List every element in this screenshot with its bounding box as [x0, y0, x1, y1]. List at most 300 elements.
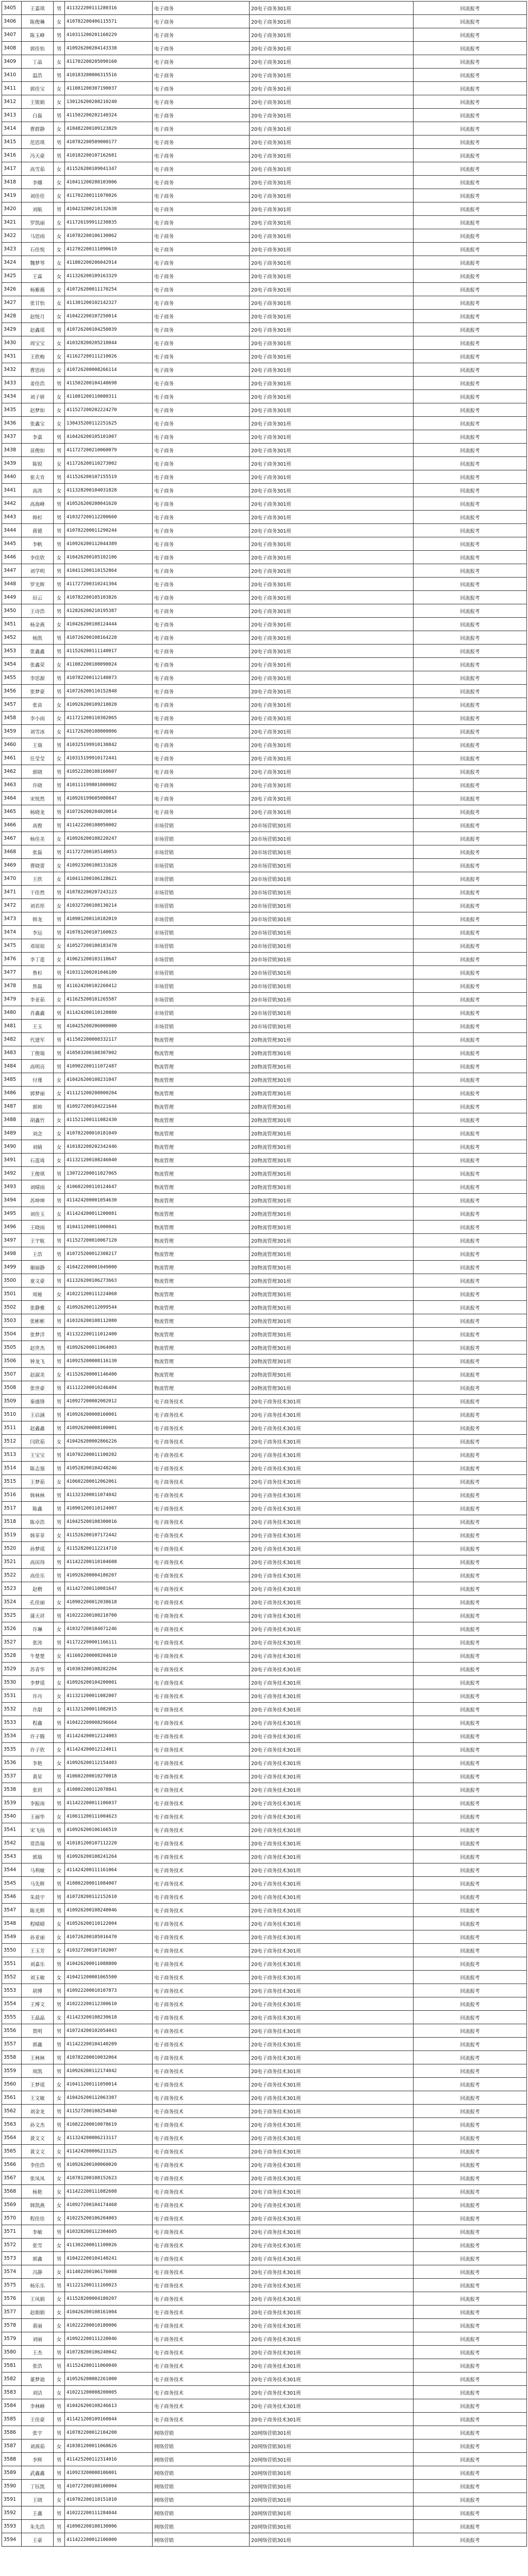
table-row	[2, 738, 527, 752]
cell-class: 20电子商务技术301班	[250, 1569, 414, 1582]
cell-status: 回流报考	[414, 390, 527, 403]
cell-class: 20电子商务技术301班	[250, 1756, 414, 1770]
cell-class: 20电子商务301班	[250, 698, 414, 711]
cell-number: 3454	[2, 658, 22, 671]
cell-id-number: 411082200108090024	[65, 658, 153, 671]
cell-number: 3434	[2, 390, 22, 403]
cell-status: 回流报考	[414, 497, 527, 511]
cell-name: 马先辉	[22, 1877, 54, 1890]
cell-gender: 男	[54, 645, 65, 658]
cell-id-number: 411424200011200081	[65, 1207, 153, 1221]
cell-major: 电子商务技术	[153, 1756, 250, 1770]
cell-gender: 女	[54, 872, 65, 886]
cell-status: 回流报考	[414, 1957, 527, 1971]
table-row	[2, 591, 527, 604]
cell-id-number: 411727200105140053	[65, 845, 153, 859]
cell-status: 回流报考	[414, 484, 527, 497]
table-row	[2, 1837, 527, 1850]
cell-name: 赵悦月	[22, 310, 54, 323]
cell-class: 20电子商务技术301班	[250, 1863, 414, 1877]
cell-major: 网络营销	[153, 2466, 250, 2480]
cell-gender: 女	[54, 1944, 65, 1957]
cell-class: 20电子商务301班	[250, 578, 414, 591]
cell-number: 3556	[2, 2024, 22, 2038]
cell-gender: 女	[54, 229, 65, 243]
cell-major: 电子商务技术	[153, 2319, 250, 2332]
cell-id-number: 410222200112300610	[65, 1997, 153, 2011]
cell-class: 20电子商务技术301班	[250, 1971, 414, 1984]
cell-name: 王宝宝	[22, 1448, 54, 1462]
cell-gender: 女	[54, 2198, 65, 2212]
cell-name: 张凤凤	[22, 2172, 54, 2185]
cell-id-number: 412826200210195387	[65, 604, 153, 618]
cell-status: 回流报考	[414, 82, 527, 95]
cell-major: 电子商务	[153, 283, 250, 296]
cell-gender: 男	[54, 1100, 65, 1113]
cell-status: 回流报考	[414, 725, 527, 738]
cell-id-number: 410782200112140073	[65, 671, 153, 685]
cell-gender: 男	[54, 1421, 65, 1435]
cell-major: 物流管理	[153, 1234, 250, 1247]
cell-gender: 女	[54, 899, 65, 912]
cell-class: 20电子商务301班	[250, 350, 414, 363]
cell-class: 20电子商务技术301班	[250, 1542, 414, 1555]
cell-name: 李丁莲	[22, 953, 54, 966]
cell-class: 20电子商务技术301班	[250, 2225, 414, 2239]
table-row	[2, 1730, 527, 1743]
cell-status: 回流报考	[414, 953, 527, 966]
cell-name: 宋悦然	[22, 792, 54, 805]
cell-status: 回流报考	[414, 511, 527, 524]
cell-name: 李敏	[22, 2225, 54, 2239]
cell-major: 电子商务技术	[153, 1636, 250, 1649]
cell-gender: 女	[54, 1971, 65, 1984]
cell-number: 3477	[2, 966, 22, 979]
cell-id-number: 410426200108124444	[65, 618, 153, 631]
cell-gender: 男	[54, 1247, 65, 1261]
table-row	[2, 1569, 527, 1582]
cell-id-number: 410902200111072487	[65, 1060, 153, 1073]
cell-gender: 女	[54, 725, 65, 738]
cell-status: 回流报考	[414, 2118, 527, 2131]
cell-name: 崔夫肯	[22, 470, 54, 484]
cell-name: 陈俊琳	[22, 15, 54, 28]
cell-class: 20物流管理301班	[250, 1247, 414, 1261]
cell-number: 3421	[2, 216, 22, 229]
cell-status: 回流报考	[414, 1046, 527, 1060]
cell-id-number: 410926200106166519	[65, 1823, 153, 1837]
cell-name: 高雪茹	[22, 162, 54, 176]
cell-name: 郭晓	[22, 765, 54, 778]
cell-status: 回流报考	[414, 2051, 527, 2064]
cell-name: 刘金龙	[22, 2105, 54, 2118]
cell-number: 3538	[2, 1783, 22, 1797]
cell-class: 20电子商务301班	[250, 95, 414, 109]
cell-status: 回流报考	[414, 1904, 527, 1917]
cell-status: 回流报考	[414, 711, 527, 725]
cell-major: 电子商务	[153, 658, 250, 671]
cell-id-number: 410782200207243123	[65, 886, 153, 899]
cell-gender: 女	[54, 591, 65, 604]
cell-name: 许子欣	[22, 1743, 54, 1756]
cell-major: 电子商务技术	[153, 1515, 250, 1529]
table-row	[2, 2279, 527, 2292]
cell-name: 陈光辉	[22, 1904, 54, 1917]
table-row	[2, 537, 527, 551]
cell-class: 20电子商务技术301班	[250, 1502, 414, 1515]
cell-number: 3440	[2, 470, 22, 484]
table-row	[2, 310, 527, 323]
cell-id-number: 411422200011106037	[65, 1797, 153, 1810]
cell-id-number: 410526200110122004	[65, 1917, 153, 1930]
table-row	[2, 1207, 527, 1221]
cell-number: 3435	[2, 403, 22, 417]
cell-name: 王玉芳	[22, 1944, 54, 1957]
cell-status: 回流报考	[414, 698, 527, 711]
cell-status: 回流报考	[414, 2493, 527, 2506]
cell-status: 回流报考	[414, 2306, 527, 2319]
table-row	[2, 1797, 527, 1810]
cell-class: 20物流管理301班	[250, 1287, 414, 1301]
cell-status: 回流报考	[414, 993, 527, 1006]
cell-number: 3519	[2, 1529, 22, 1542]
cell-major: 电子商务	[153, 765, 250, 778]
table-row	[2, 2, 527, 15]
cell-number: 3481	[2, 1020, 22, 1033]
cell-name: 刘嘉乐	[22, 1957, 54, 1971]
cell-number: 3408	[2, 42, 22, 55]
cell-gender: 男	[54, 1904, 65, 1917]
cell-number: 3587	[2, 2439, 22, 2453]
cell-id-number: 410423200210132638	[65, 202, 153, 216]
cell-status: 回流报考	[414, 1234, 527, 1247]
cell-status: 回流报考	[414, 1475, 527, 1488]
cell-gender: 女	[54, 752, 65, 765]
cell-major: 电子商务技术	[153, 1596, 250, 1609]
table-row	[2, 283, 527, 296]
cell-id-number: 410411200111050014	[65, 2078, 153, 2091]
cell-number: 3418	[2, 176, 22, 189]
cell-number: 3426	[2, 283, 22, 296]
cell-name: 苏坤坤	[22, 1194, 54, 1207]
cell-major: 物流管理	[153, 1368, 250, 1381]
cell-number: 3462	[2, 765, 22, 778]
cell-status: 回流报考	[414, 1462, 527, 1475]
cell-status: 回流报考	[414, 122, 527, 135]
cell-number: 3573	[2, 2252, 22, 2265]
cell-major: 电子商务技术	[153, 1582, 250, 1596]
cell-major: 物流管理	[153, 1207, 250, 1221]
cell-number: 3579	[2, 2332, 22, 2346]
cell-class: 20电子商务301班	[250, 403, 414, 417]
cell-major: 电子商务	[153, 537, 250, 551]
cell-class: 20电子商务技术301班	[250, 2198, 414, 2212]
cell-number: 3459	[2, 725, 22, 738]
cell-status: 回流报考	[414, 1837, 527, 1850]
cell-status: 回流报考	[414, 243, 527, 256]
cell-class: 20电子商务技术301班	[250, 1488, 414, 1502]
cell-status: 回流报考	[414, 2372, 527, 2386]
cell-id-number: 410902200012038618	[65, 1596, 153, 1609]
table-row	[2, 1582, 527, 1596]
table-row	[2, 1596, 527, 1609]
table-row	[2, 2493, 527, 2506]
cell-status: 回流报考	[414, 2533, 527, 2547]
cell-name: 朱先浩	[22, 2520, 54, 2533]
cell-gender: 男	[54, 1730, 65, 1743]
cell-number: 3551	[2, 1957, 22, 1971]
table-row	[2, 2306, 527, 2319]
table-row	[2, 966, 527, 979]
cell-major: 市场营销	[153, 926, 250, 939]
cell-class: 20电子商务301班	[250, 537, 414, 551]
cell-name: 张梦豪	[22, 685, 54, 698]
cell-class: 20电子商务技术301班	[250, 1997, 414, 2011]
cell-class: 20电子商务301班	[250, 176, 414, 189]
cell-name: 赵鑫鑫	[22, 1421, 54, 1435]
cell-number: 3506	[2, 1354, 22, 1368]
cell-name: 高海峰	[22, 497, 54, 511]
cell-name: 王欣梅	[22, 350, 54, 363]
cell-gender: 女	[54, 1207, 65, 1221]
cell-status: 回流报考	[414, 2038, 527, 2051]
cell-major: 电子商务技术	[153, 2172, 250, 2185]
cell-id-number: 410326200108112080	[65, 1314, 153, 1328]
cell-id-number: 411424200110120880	[65, 1006, 153, 1020]
cell-major: 电子商务技术	[153, 1462, 250, 1475]
cell-major: 物流管理	[153, 1274, 250, 1287]
cell-status: 回流报考	[414, 618, 527, 631]
cell-id-number: 410482200109123829	[65, 122, 153, 135]
cell-name: 王银娟	[22, 95, 54, 109]
table-row	[2, 1180, 527, 1194]
cell-name: 郭鑫	[22, 2038, 54, 2051]
cell-gender: 女	[54, 2319, 65, 2332]
cell-status: 回流报考	[414, 2158, 527, 2172]
cell-major: 电子商务技术	[153, 1716, 250, 1730]
cell-gender: 女	[54, 2078, 65, 2091]
cell-major: 电子商务技术	[153, 1395, 250, 1408]
table-row	[2, 645, 527, 658]
cell-number: 3483	[2, 1046, 22, 1060]
cell-name: 王玉	[22, 1020, 54, 1033]
cell-class: 20电子商务技术301班	[250, 2172, 414, 2185]
cell-number: 3488	[2, 1113, 22, 1127]
cell-gender: 女	[54, 2292, 65, 2306]
cell-major: 物流管理	[153, 1167, 250, 1180]
cell-class: 20电子商务技术301班	[250, 2306, 414, 2319]
table-row	[2, 69, 527, 82]
table-row	[2, 42, 527, 55]
cell-number: 3533	[2, 1716, 22, 1730]
cell-number: 3536	[2, 1756, 22, 1770]
cell-id-number: 411726200110273002	[65, 457, 153, 470]
table-row	[2, 2105, 527, 2118]
cell-status: 回流报考	[414, 1488, 527, 1502]
cell-id-number: 411427200110081647	[65, 1582, 153, 1596]
table-row	[2, 1904, 527, 1917]
cell-gender: 女	[54, 551, 65, 564]
cell-name: 郭佳怡	[22, 42, 54, 55]
cell-id-number: 411221200111160023	[65, 2279, 153, 2292]
table-row	[2, 1341, 527, 1354]
cell-number: 3549	[2, 1930, 22, 1944]
cell-major: 电子商务	[153, 805, 250, 819]
cell-gender: 女	[54, 1435, 65, 1448]
cell-class: 20电子商务技术301班	[250, 2292, 414, 2306]
cell-id-number: 410528200104248246	[65, 1462, 153, 1475]
table-row	[2, 2413, 527, 2426]
cell-gender: 女	[54, 859, 65, 872]
cell-class: 20电子商务301班	[250, 243, 414, 256]
cell-class: 20电子商务技术301班	[250, 2239, 414, 2252]
table-row	[2, 1850, 527, 1863]
cell-number: 3457	[2, 698, 22, 711]
cell-number: 3569	[2, 2198, 22, 2212]
cell-name: 王瑞	[22, 738, 54, 752]
cell-class: 20电子商务技术301班	[250, 1703, 414, 1716]
cell-name: 王博文	[22, 1997, 54, 2011]
cell-name: 任莹莹	[22, 752, 54, 765]
cell-name: 高田玮	[22, 1555, 54, 1569]
cell-gender: 男	[54, 1823, 65, 1837]
cell-class: 20物流管理301班	[250, 1180, 414, 1194]
cell-number: 3467	[2, 832, 22, 845]
cell-gender: 女	[54, 1810, 65, 1823]
cell-number: 3591	[2, 2493, 22, 2506]
cell-id-number: 410926200008100001	[65, 1421, 153, 1435]
table-row	[2, 1113, 527, 1127]
cell-status: 回流报考	[414, 95, 527, 109]
table-row	[2, 2520, 527, 2533]
cell-status: 回流报考	[414, 899, 527, 912]
cell-name: 胡鑫竹	[22, 1113, 54, 1127]
table-row	[2, 2051, 527, 2064]
cell-major: 市场营销	[153, 859, 250, 872]
cell-name: 王佳豪	[22, 2413, 54, 2426]
cell-gender: 男	[54, 149, 65, 162]
cell-name: 刘若彤	[22, 899, 54, 912]
cell-status: 回流报考	[414, 886, 527, 899]
table-row	[2, 1636, 527, 1649]
cell-major: 网络营销	[153, 2533, 250, 2547]
cell-id-number: 410315199910172441	[65, 752, 153, 765]
cell-id-number: 410727200108100004	[65, 2480, 153, 2493]
cell-gender: 女	[54, 2172, 65, 2185]
cell-id-number: 411424200012124011	[65, 1743, 153, 1756]
cell-gender: 男	[54, 2, 65, 15]
cell-class: 20电子商务技术301班	[250, 1529, 414, 1542]
cell-gender: 男	[54, 444, 65, 457]
cell-class: 20电子商务301班	[250, 229, 414, 243]
cell-major: 电子商务	[153, 698, 250, 711]
cell-status: 回流报考	[414, 564, 527, 578]
cell-status: 回流报考	[414, 1997, 527, 2011]
table-row	[2, 752, 527, 765]
cell-status: 回流报考	[414, 2332, 527, 2346]
cell-number: 3433	[2, 377, 22, 390]
cell-major: 电子商务技术	[153, 2198, 250, 2212]
cell-gender: 男	[54, 2158, 65, 2172]
cell-gender: 女	[54, 15, 65, 28]
cell-class: 20电子商务301班	[250, 470, 414, 484]
cell-major: 电子商务技术	[153, 1542, 250, 1555]
cell-id-number: 410782200010181049	[65, 1127, 153, 1140]
cell-gender: 男	[54, 470, 65, 484]
cell-class: 20电子商务技术301班	[250, 2413, 414, 2426]
cell-major: 电子商务	[153, 350, 250, 363]
cell-name: 高明亮	[22, 1060, 54, 1073]
table-row	[2, 2506, 527, 2520]
cell-name: 刘丽	[22, 2332, 54, 2346]
cell-status: 回流报考	[414, 1770, 527, 1783]
cell-number: 3511	[2, 1421, 22, 1435]
table-row	[2, 444, 527, 457]
cell-major: 电子商务	[153, 591, 250, 604]
cell-name: 鲁杉	[22, 966, 54, 979]
cell-gender: 女	[54, 698, 65, 711]
cell-name: 张鑫荣	[22, 658, 54, 671]
cell-major: 电子商务技术	[153, 2399, 250, 2413]
cell-name: 许琳	[22, 1622, 54, 1636]
cell-gender: 女	[54, 417, 65, 430]
table-row	[2, 1917, 527, 1930]
cell-class: 20电子商务技术301班	[250, 1475, 414, 1488]
cell-id-number: 410726200008266114	[65, 363, 153, 377]
cell-major: 电子商务	[153, 69, 250, 82]
cell-name: 董梦迪	[22, 2372, 54, 2386]
cell-name: 郭鑫	[22, 2252, 54, 2265]
table-row	[2, 1448, 527, 1462]
cell-status: 回流报考	[414, 109, 527, 122]
cell-id-number: 410327200112200660	[65, 511, 153, 524]
cell-gender: 女	[54, 1368, 65, 1381]
cell-class: 20电子商务301班	[250, 323, 414, 336]
table-row	[2, 1234, 527, 1247]
cell-id-number: 411121200208000204	[65, 1087, 153, 1100]
cell-major: 电子商务技术	[153, 2252, 250, 2265]
cell-status: 回流报考	[414, 859, 527, 872]
cell-gender: 男	[54, 1354, 65, 1368]
cell-number: 3502	[2, 1301, 22, 1314]
cell-id-number: 410926200104200001	[65, 1676, 153, 1689]
cell-status: 回流报考	[414, 1341, 527, 1354]
cell-status: 回流报考	[414, 832, 527, 845]
cell-class: 20电子商务技术301班	[250, 2024, 414, 2038]
cell-status: 回流报考	[414, 1113, 527, 1127]
cell-major: 网络营销	[153, 2453, 250, 2466]
cell-name: 黄文文	[22, 2131, 54, 2145]
cell-id-number: 410926200204143338	[65, 42, 153, 55]
cell-number: 3520	[2, 1542, 22, 1555]
cell-id-number: 410426200108161004	[65, 2306, 153, 2319]
cell-status: 回流报考	[414, 1971, 527, 1984]
table-row	[2, 993, 527, 1006]
cell-gender: 女	[54, 55, 65, 69]
cell-name: 张浩	[22, 2359, 54, 2372]
cell-gender: 男	[54, 805, 65, 819]
cell-number: 3539	[2, 1797, 22, 1810]
cell-number: 3413	[2, 109, 22, 122]
cell-major: 电子商务技术	[153, 2024, 250, 2038]
cell-major: 电子商务技术	[153, 2185, 250, 2198]
cell-number: 3466	[2, 819, 22, 832]
cell-status: 回流报考	[414, 1689, 527, 1703]
cell-status: 回流报考	[414, 1542, 527, 1555]
table-row	[2, 1154, 527, 1167]
table-row	[2, 912, 527, 926]
cell-major: 电子商务技术	[153, 1797, 250, 1810]
